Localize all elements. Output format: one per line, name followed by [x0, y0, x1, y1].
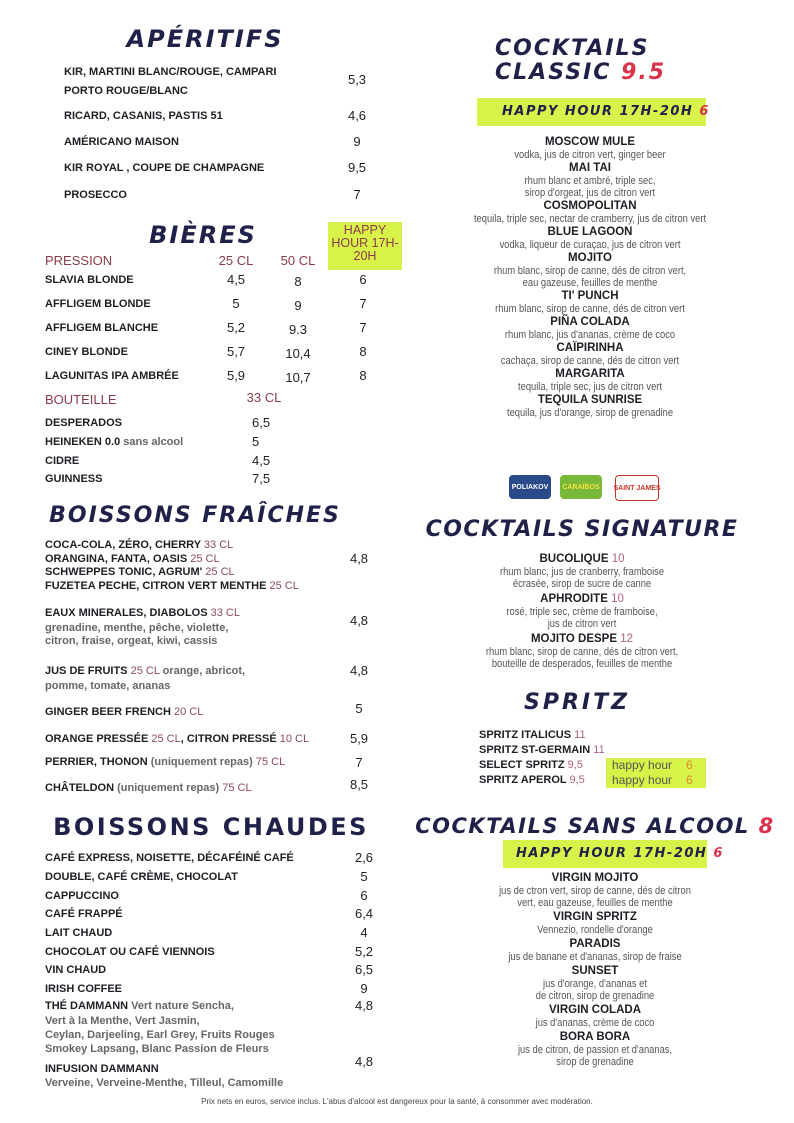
sans_alcool-cocktail-description — [482, 885, 708, 897]
classic-cocktail-name — [545, 136, 635, 149]
signature-cocktail-name — [540, 553, 625, 566]
classic-name-text: MAI TAI — [569, 162, 611, 174]
signature-cocktail-price: 12 — [620, 633, 634, 645]
spritz-happy-hour-label: happy hour — [612, 773, 673, 787]
sans_alcool-description-text: Vennezio, rondelle d'orange — [537, 924, 653, 936]
chaudes-price: 4,8 — [354, 1054, 374, 1069]
spritz-price: 11 — [574, 729, 586, 741]
signature-description-text: bouteille de desperados, feuilles de menthe — [491, 658, 673, 670]
bottle-name-text: HEINEKEN 0.0 — [45, 436, 121, 448]
chaudes-row — [45, 852, 294, 865]
fraiches-description: citron, fraise, orgeat, kiwi, cassis — [45, 635, 218, 647]
classic-cocktail-name — [550, 316, 629, 329]
sans_alcool-description-text: de citron, sirop de grenadine — [535, 990, 655, 1002]
signature-cocktail-description — [542, 618, 623, 630]
classic-description-text: rhum blanc, jus d'ananas, crème de coco — [504, 329, 676, 341]
chaudes-row — [45, 1000, 234, 1013]
classic-name-text: TI' PUNCH — [561, 290, 619, 302]
chaudes-description: Vert nature Sencha, — [131, 1000, 234, 1012]
brand-logo-saint-james: SAINT JAMES — [615, 475, 659, 501]
spritz-name: SPRITZ APEROL — [479, 774, 567, 786]
classic-description-text: rhum blanc et ambré, triple sec, — [524, 175, 656, 187]
chaudes-price: 9 — [360, 981, 368, 996]
bouteille-label: BOUTEILLE — [45, 392, 117, 407]
aperitif-name-line2: PORTO ROUGE/BLANC — [64, 85, 188, 97]
sans_alcool-description-text: sirop de grenadine — [556, 1056, 634, 1068]
fraiches-description: grenadine, menthe, pêche, violette, — [45, 622, 229, 634]
fraiches-item-name: PERRIER, THONON — [45, 756, 151, 768]
classic-description-text: vodka, jus de citron vert, ginger beer — [514, 149, 666, 161]
col-25cl: 25 CL — [218, 253, 254, 268]
classic-name-text: TEQUILA SUNRISE — [537, 394, 643, 406]
fraiches-row — [45, 733, 309, 746]
bottle-name-text: GUINNESS — [45, 473, 103, 485]
beer-price-happy-hour: 8 — [359, 344, 367, 359]
aperitif-price: 4,6 — [347, 108, 367, 123]
chaudes-item-name: CAPPUCCINO — [45, 890, 119, 902]
classic-name-text: CAÏPIRINHA — [556, 342, 624, 354]
beer-price-50cl: 10,4 — [285, 346, 311, 361]
chaudes-price: 4,8 — [354, 998, 374, 1013]
signature-name-text: MOJITO DESPE — [530, 633, 618, 645]
classic-title-line2 — [495, 61, 666, 84]
spritz-row — [479, 773, 585, 787]
fraiches-row — [45, 607, 240, 620]
classic-name-text: MOJITO — [568, 252, 612, 264]
signature-cocktail-name — [531, 633, 633, 646]
spritz-name: SPRITZ ITALICUS — [479, 729, 572, 741]
signature-description-text: jus de citron vert — [547, 618, 617, 630]
classic-name-text: BLUE LAGOON — [547, 226, 633, 238]
fraiches-price: 4,8 — [349, 613, 369, 628]
section-title-spritz: SPRITZ — [523, 690, 631, 715]
sans_alcool-name-text: VIRGIN SPRITZ — [553, 911, 637, 923]
classic-cocktail-description — [501, 149, 679, 161]
fraiches-volume: 25 CL — [151, 733, 181, 745]
aperitif-price: 5,3 — [347, 72, 367, 87]
fraiches-row — [45, 622, 228, 635]
sans-alcool-price: 8 — [758, 814, 775, 838]
section-title-boissons-chaudes: BOISSONS CHAUDES — [53, 813, 369, 841]
sans_alcool-name-text: VIRGIN COLADA — [549, 1004, 641, 1016]
bottle-name — [45, 417, 122, 430]
sans_alcool-cocktail-name — [572, 965, 619, 978]
fraiches-price: 5 — [355, 701, 363, 716]
beer-price-50cl: 10,7 — [285, 370, 311, 385]
chaudes-row — [45, 1029, 275, 1042]
spritz-price: 11 — [593, 744, 605, 756]
chaudes-price: 5 — [360, 869, 368, 884]
sans_alcool-cocktail-description — [525, 990, 664, 1002]
beer-name: AFFLIGEM BLANCHE — [45, 322, 159, 334]
fraiches-volume: 33 CL — [203, 539, 234, 551]
chaudes-description: Ceylan, Darjeeling, Earl Grey, Fruits Rouges — [45, 1029, 275, 1041]
beer-price-happy-hour: 7 — [359, 296, 367, 311]
col-50cl: 50 CL — [280, 253, 316, 268]
signature-description-text: rosé, triple sec, crème de framboise, — [506, 606, 658, 618]
classic-description-text: tequila, triple sec, nectar de cramberry, jus de citron vert — [473, 213, 707, 225]
bottle-price: 4,5 — [252, 453, 271, 468]
classic-cocktail-name — [555, 368, 624, 381]
sans_alcool-name-text: BORA BORA — [559, 1031, 631, 1043]
sans_alcool-description-text: jus d'orange, d'ananas et — [543, 978, 647, 990]
bottle-note: sans alcool — [123, 436, 184, 448]
beer-name: AFFLIGEM BLONDE — [45, 298, 151, 310]
classic-cocktail-description — [484, 239, 697, 251]
sans_alcool-cocktail-description — [525, 1017, 665, 1029]
classic-cocktail-description — [511, 277, 669, 289]
fraiches-item-name: FUZETEA PECHE, CITRON VERT MENTHE — [45, 580, 270, 592]
spritz-happy-hour-price: 6 — [686, 758, 693, 772]
fraiches-row — [45, 680, 170, 693]
classic-cocktail-name — [538, 394, 642, 407]
fraiches-item-name: EAUX MINERALES, DIABOLOS — [45, 607, 211, 619]
spritz-name: SELECT SPRITZ — [479, 759, 565, 771]
classic-cocktail-description — [453, 213, 726, 225]
sans_alcool-cocktail-description — [504, 1044, 685, 1056]
chaudes-row — [45, 927, 112, 940]
fraiches-row — [45, 539, 233, 552]
classic-cocktail-description — [492, 407, 687, 419]
fraiches-item-name: JUS DE FRUITS — [45, 665, 131, 677]
classic-cocktail-description — [490, 329, 690, 341]
classic-price: 9.5 — [621, 60, 667, 85]
aperitif-name: KIR ROYAL , COUPE DE CHAMPAGNE — [64, 162, 265, 174]
bottle-price: 6,5 — [252, 415, 271, 430]
fraiches-volume: 25 CL — [190, 553, 220, 565]
sans-alcool-title-text: COCKTAILS SANS ALCOOL — [415, 814, 750, 838]
fraiches-description: orange, abricot, — [162, 665, 246, 677]
fraiches-item-name: CHÂTELDON — [45, 782, 118, 794]
bottle-price: 5 — [252, 434, 260, 449]
bottle-name — [45, 455, 79, 468]
classic-cocktail-description — [485, 355, 695, 367]
chaudes-row — [45, 890, 119, 903]
chaudes-item-name: THÉ DAMMANN — [45, 1000, 132, 1012]
fraiches-item-name: ORANGINA, FANTA, OASIS — [45, 553, 191, 565]
happy-hour-label: HAPPY HOUR 17H-20H — [331, 223, 399, 263]
spritz-name: SPRITZ ST-GERMAIN — [479, 744, 591, 756]
fraiches-row — [45, 580, 299, 593]
fraiches-item-name: SCHWEPPES TONIC, AGRUM' — [45, 566, 206, 578]
classic-description-text: tequila, triple sec, jus de citron vert — [518, 381, 662, 393]
spritz-happy-hour-label: happy hour — [612, 758, 673, 772]
happy-hour-price: 6 — [713, 846, 724, 861]
sans_alcool-cocktail-name — [553, 911, 637, 924]
fraiches-item-name: GINGER BEER FRENCH — [45, 706, 174, 718]
beer-price-25cl: 4,5 — [226, 272, 246, 287]
fraiches-volume: 25 CL — [130, 665, 163, 677]
classic-cocktail-name — [556, 342, 623, 355]
classic-cocktail-description — [505, 381, 674, 393]
classic-cocktail-description — [513, 175, 667, 187]
aperitif-price: 9,5 — [347, 160, 367, 175]
brand-logo-poliakov: POLIAKOV — [509, 475, 551, 499]
classic-description-text: vodka, liqueur de curaçao, jus de citron vert — [499, 239, 681, 251]
beer-price-50cl: 9.3 — [288, 322, 308, 337]
signature-cocktail-description — [476, 658, 688, 670]
classic-cocktail-description — [478, 303, 701, 315]
chaudes-row — [45, 964, 106, 977]
classic-cocktail-name — [569, 162, 611, 175]
classic-name-text: PIÑA COLADA — [550, 316, 630, 328]
section-title-cocktails-signature: COCKTAILS SIGNATURE — [425, 517, 739, 542]
signature-cocktail-description — [469, 646, 695, 658]
beer-price-50cl: 8 — [294, 274, 302, 289]
spritz-price: 9,5 — [569, 774, 585, 786]
aperitif-name: AMÉRICANO MAISON — [64, 136, 179, 148]
section-title-bieres: BIÈRES — [149, 221, 257, 249]
chaudes-row — [45, 1015, 200, 1028]
footer-disclaimer: Prix nets en euros, service inclus. L'abus d'alcool est dangereux pour la santé, à consommer avec modération. — [201, 1097, 593, 1106]
signature-cocktail-description — [501, 578, 664, 590]
sans_alcool-cocktail-description — [504, 897, 687, 909]
section-title-boissons-fraiches: BOISSONS FRAÎCHES — [49, 503, 341, 528]
spritz-price: 9,5 — [567, 759, 583, 771]
signature-cocktail-description — [493, 606, 671, 618]
brand-logo-caraibos: CARAÏBOS — [560, 475, 602, 499]
signature-name-text: APHRODITE — [540, 593, 608, 605]
sans_alcool-description-text: jus de citron, de passion et d'ananas, — [517, 1044, 673, 1056]
chaudes-row — [45, 946, 215, 959]
chaudes-row — [45, 1043, 269, 1056]
signature-description-text: rhum blanc, jus de cranberry, framboise — [499, 566, 665, 578]
chaudes-price: 5,2 — [354, 944, 374, 959]
chaudes-row — [45, 908, 123, 921]
chaudes-price: 2,6 — [354, 850, 374, 865]
fraiches-row — [45, 635, 217, 648]
beer-price-25cl: 5,2 — [226, 320, 246, 335]
section-title-cocktails-sans-alcool — [415, 814, 774, 838]
chaudes-item-name: INFUSION DAMMANN — [45, 1063, 159, 1075]
beer-name: SLAVIA BLONDE — [45, 274, 134, 286]
bottle-name — [45, 436, 183, 449]
fraiches-volume: 33 CL — [210, 607, 240, 619]
signature-name-text: BUCOLIQUE — [539, 553, 609, 565]
col-33cl: 33 CL — [246, 390, 282, 405]
aperitif-name: KIR, MARTINI BLANC/ROUGE, CAMPARI — [64, 66, 277, 78]
spritz-row — [479, 758, 583, 772]
chaudes-row — [45, 1063, 159, 1076]
pression-label: PRESSION — [45, 253, 113, 268]
fraiches-item-name: ORANGE PRESSÉE — [45, 733, 152, 745]
sans_alcool-description-text: jus d'ananas, crème de coco — [535, 1017, 655, 1029]
spritz-happy-hour-price: 6 — [686, 773, 693, 787]
sans_alcool-cocktail-description — [493, 951, 697, 963]
beer-name: CINEY BLONDE — [45, 346, 128, 358]
aperitif-price: 9 — [353, 134, 361, 149]
chaudes-price: 6 — [360, 888, 368, 903]
signature-cocktail-price: 10 — [611, 593, 624, 605]
fraiches-price: 5,9 — [349, 731, 369, 746]
classic-name-text: COSMOPOLITAN — [543, 200, 637, 212]
classic-cocktail-name — [561, 290, 618, 303]
classic-description-text: eau gazeuse, feuilles de menthe — [522, 277, 658, 289]
signature-cocktail-name — [540, 593, 624, 606]
chaudes-description: Smokey Lapsang, Blanc Passion de Fleurs — [45, 1043, 269, 1055]
fraiches-price: 4,8 — [349, 551, 369, 566]
fraiches-volume: 25 CL — [269, 580, 299, 592]
bottle-name — [45, 473, 102, 486]
sans_alcool-cocktail-name — [560, 1031, 631, 1044]
sans_alcool-cocktail-name — [552, 872, 639, 885]
spritz-row — [479, 728, 586, 742]
aperitif-name: PROSECCO — [64, 189, 127, 201]
chaudes-price: 6,4 — [354, 906, 374, 921]
chaudes-description: Vert à la Menthe, Vert Jasmin, — [45, 1015, 200, 1027]
fraiches-price: 4,8 — [349, 663, 369, 678]
chaudes-row — [45, 1077, 283, 1090]
sans_alcool-description-text: jus de ctron vert, sirop de canne, dés de citron — [499, 885, 691, 897]
signature-cocktail-description — [486, 566, 679, 578]
classic-happy-hour-label — [502, 104, 710, 120]
sans_alcool-cocktail-name — [549, 1004, 641, 1017]
beer-price-25cl: 5 — [232, 296, 240, 311]
fraiches-row — [45, 706, 203, 719]
classic-title-text: CLASSIC — [495, 60, 612, 85]
chaudes-row — [45, 871, 238, 884]
classic-description-text: tequila, jus d'orange, sirop de grenadine — [506, 407, 674, 419]
fraiches-item-name: COCA-COLA, ZÉRO, CHERRY — [45, 539, 204, 551]
fraiches-description: (uniquement repas) — [117, 782, 223, 794]
fraiches-price: 8,5 — [349, 777, 369, 792]
chaudes-item-name: CHOCOLAT OU CAFÉ VIENNOIS — [45, 946, 215, 958]
sans_alcool-name-text: PARADIS — [569, 938, 621, 950]
spritz-row — [479, 743, 605, 757]
sans_alcool-cocktail-description — [527, 924, 663, 936]
fraiches-row — [45, 782, 252, 795]
bottle-price: 7,5 — [252, 471, 271, 486]
chaudes-row — [45, 983, 122, 996]
happy-hour-price: 6 — [699, 104, 710, 119]
sans_alcool-cocktail-name — [570, 938, 621, 951]
chaudes-item-name: CAFÉ EXPRESS, NOISETTE, DÉCAFÉINÉ CAFÉ — [45, 852, 294, 864]
classic-description-text: rhum blanc, sirop de canne, dés de citron vert — [495, 303, 685, 315]
classic-description-text: sirop d'orgeat, jus de citron vert — [524, 187, 656, 199]
sans_alcool-cocktail-description — [549, 1056, 640, 1068]
fraiches-volume: 25 CL — [205, 566, 235, 578]
chaudes-item-name: IRISH COFFEE — [45, 983, 123, 995]
chaudes-item-name: LAIT CHAUD — [45, 927, 113, 939]
aperitif-name: RICARD, CASANIS, PASTIS 51 — [64, 110, 223, 122]
happy-hour-text: HAPPY HOUR 17H-20H — [502, 104, 694, 119]
classic-cocktail-name — [568, 252, 612, 265]
aperitif-price: 7 — [353, 187, 361, 202]
happy-hour-text: HAPPY HOUR 17H-20H — [516, 846, 708, 861]
fraiches-row — [45, 756, 285, 769]
chaudes-item-name: DOUBLE, CAFÉ CRÈME, CHOCOLAT — [45, 871, 238, 883]
fraiches-description: (uniquement repas) — [150, 756, 256, 768]
chaudes-description: Verveine, Verveine-Menthe, Tilleul, Camomille — [45, 1077, 284, 1089]
sans-alcool-happy-hour-label — [516, 846, 724, 862]
bottle-name-text: CIDRE — [45, 455, 80, 467]
fraiches-item-name: , CITRON PRESSÉ — [180, 733, 280, 745]
signature-description-text: rhum blanc, sirop de canne, dés de citron vert, — [485, 646, 679, 658]
section-title-aperitifs: APÉRITIFS — [126, 25, 284, 53]
classic-cocktail-description — [477, 265, 703, 277]
beer-price-happy-hour: 8 — [359, 368, 367, 383]
beer-price-25cl: 5,9 — [226, 368, 246, 383]
fraiches-volume: 75 CL — [255, 756, 286, 768]
chaudes-price: 4 — [360, 925, 368, 940]
classic-description-text: cachaça, sirop de canne, dés de citron vert — [500, 355, 680, 367]
chaudes-item-name: VIN CHAUD — [45, 964, 107, 976]
fraiches-description: pomme, tomate, ananas — [45, 680, 171, 692]
bottle-name-text: DESPERADOS — [45, 417, 123, 429]
beer-price-happy-hour: 6 — [359, 272, 367, 287]
signature-cocktail-price: 10 — [611, 553, 625, 565]
classic-name-text: MARGARITA — [555, 368, 625, 380]
classic-cocktail-name — [543, 200, 636, 213]
classic-cocktail-description — [513, 187, 666, 199]
beer-price-25cl: 5,7 — [226, 344, 246, 359]
chaudes-price: 6,5 — [354, 962, 374, 977]
sans_alcool-description-text: jus de banane et d'ananas, sirop de fraise — [508, 951, 682, 963]
fraiches-row — [45, 553, 220, 566]
beer-name: LAGUNITAS IPA AMBRÉE — [45, 370, 179, 382]
sans_alcool-cocktail-description — [534, 978, 656, 990]
fraiches-row — [45, 566, 235, 579]
fraiches-volume: 20 CL — [173, 706, 204, 718]
sans_alcool-name-text: VIRGIN MOJITO — [551, 872, 639, 884]
signature-description-text: écrasée, sirop de sucre de canne — [512, 578, 652, 590]
beer-price-50cl: 9 — [294, 298, 302, 313]
fraiches-price: 7 — [355, 755, 363, 770]
sans_alcool-description-text: vert, eau gazeuse, feuilles de menthe — [517, 897, 673, 909]
fraiches-row — [45, 665, 245, 678]
classic-cocktail-name — [548, 226, 633, 239]
classic-description-text: rhum blanc, sirop de canne, dés de citron vert, — [493, 265, 687, 277]
sans_alcool-name-text: SUNSET — [571, 965, 619, 977]
fraiches-volume: 10 CL — [279, 733, 310, 745]
classic-title-line1: COCKTAILS — [495, 36, 650, 61]
beer-price-happy-hour: 7 — [359, 320, 367, 335]
chaudes-item-name: CAFÉ FRAPPÉ — [45, 908, 123, 920]
classic-name-text: MOSCOW MULE — [544, 136, 636, 148]
fraiches-volume: 75 CL — [222, 782, 252, 794]
